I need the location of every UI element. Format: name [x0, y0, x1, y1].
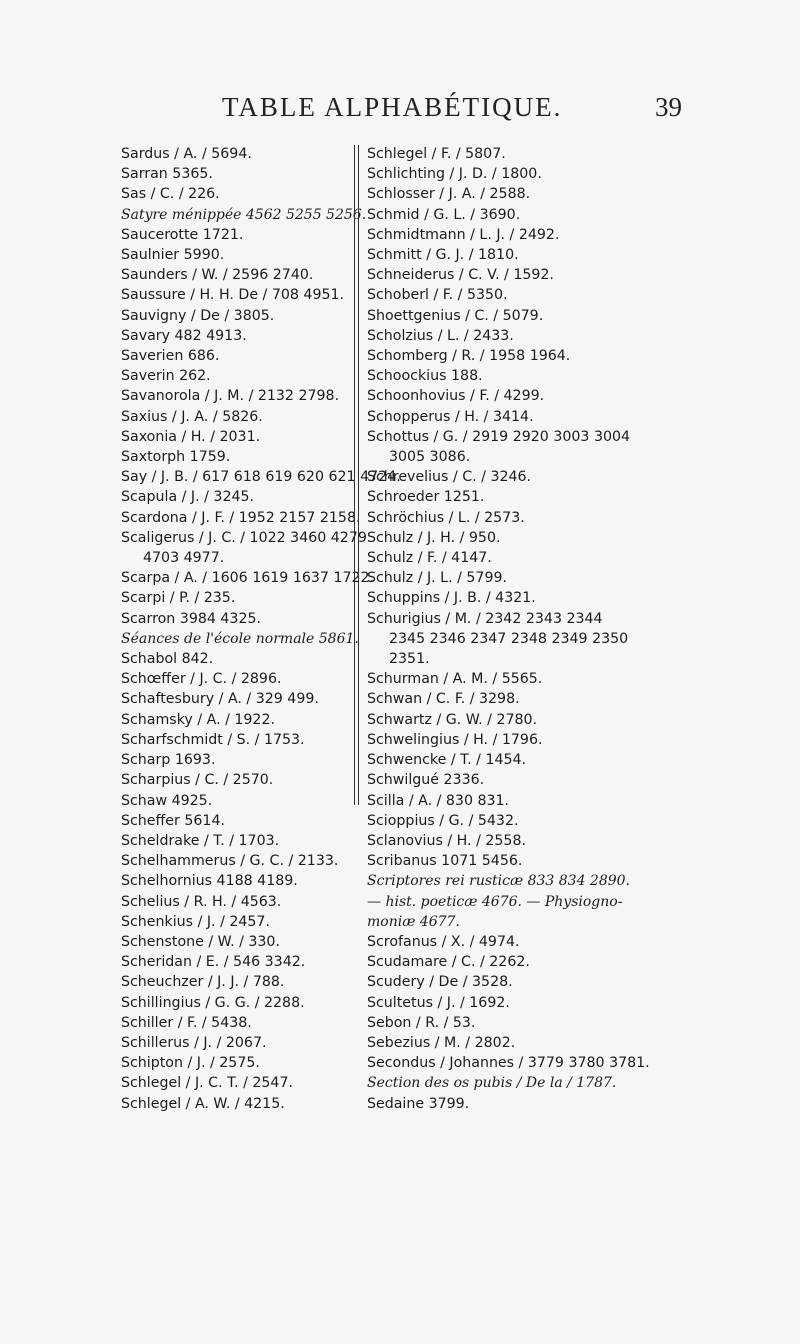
index-entry: Schabol 842.	[121, 651, 214, 668]
index-entry: Say / J. B. / 617 618 619 620 621 4724.	[121, 469, 401, 486]
index-entry: Schoonhovius / F. / 4299.	[367, 388, 545, 405]
index-entry: Scarpa / A. / 1606 1619 1637 1722.	[121, 570, 375, 587]
index-entry: Saulnier 5990.	[121, 247, 225, 264]
index-entry: Scudery / De / 3528.	[367, 974, 513, 991]
index-entry-continuation: 2351.	[389, 651, 430, 668]
index-entry: Scultetus / J. / 1692.	[367, 994, 510, 1011]
index-entry: Scharfschmidt / S. / 1753.	[121, 731, 305, 748]
index-entry: Schillingius / G. G. / 2288.	[121, 994, 305, 1011]
index-entry: Saussure / H. H. De / 708 4951.	[121, 287, 345, 304]
index-column-right	[367, 144, 679, 1114]
index-entry-continuation: 4703 4977.	[143, 550, 225, 567]
index-entry: Schlichting / J. D. / 1800.	[367, 166, 542, 183]
index-entry: Sas / C. / 226.	[121, 186, 220, 203]
index-entry: Schelhornius 4188 4189.	[121, 873, 298, 890]
index-entry: Sebon / R. / 53.	[367, 1014, 476, 1031]
index-entry: Scardona / J. F. / 1952 2157 2158.	[121, 509, 361, 526]
index-entry: Scarpi / P. / 235.	[121, 590, 236, 607]
index-entry: Schiller / F. / 5438.	[121, 1014, 252, 1031]
index-entry: Schwelingius / H. / 1796.	[367, 731, 543, 748]
index-entry: Scheridan / E. / 546 3342.	[121, 954, 306, 971]
index-entry: Scheldrake / T. / 1703.	[121, 832, 280, 849]
index-entry-continuation: 3005 3086.	[389, 449, 471, 466]
index-entry: Saunders / W. / 2596 2740.	[121, 267, 314, 284]
index-entry: Schlegel / J. C. T. / 2547.	[121, 1075, 293, 1092]
index-entry: Saverin 262.	[121, 368, 211, 385]
index-entry: Schelius / R. H. / 4563.	[121, 893, 282, 910]
index-entry: Scharp 1693.	[121, 752, 216, 769]
index-entry: — hist. poeticæ 4676. — Physiogno-	[367, 893, 623, 910]
index-entry: Satyre ménippée 4562 5255 5256.	[121, 206, 367, 223]
index-entry: Scioppius / G. / 5432.	[367, 812, 519, 829]
index-entry: Sarran 5365.	[121, 166, 213, 183]
index-entry: Sedaine 3799.	[367, 1095, 470, 1112]
index-entry-continuation: 2345 2346 2347 2348 2349 2350	[389, 630, 629, 647]
index-entry: Schmid / G. L. / 3690.	[367, 206, 521, 223]
index-entry: moniæ 4677.	[367, 913, 460, 930]
index-entry: Schottus / G. / 2919 2920 3003 3004	[367, 428, 631, 445]
index-entry: Saverien 686.	[121, 348, 220, 365]
index-entry: Schillerus / J. / 2067.	[121, 1034, 267, 1051]
index-entry: Schelhammerus / G. C. / 2133.	[121, 853, 339, 870]
index-entry: Sardus / A. / 5694.	[121, 146, 252, 162]
index-entry: Schröchius / L. / 2573.	[367, 509, 525, 526]
index-entry: Schulz / J. L. / 5799.	[367, 570, 508, 587]
index-entry: Sclanovius / H. / 2558.	[367, 832, 526, 849]
index-entry: Saxtorph 1759.	[121, 449, 231, 466]
index-entry: Savanorola / J. M. / 2132 2798.	[121, 388, 340, 405]
index-entry: Schenstone / W. / 330.	[121, 933, 280, 950]
index-entry: Savary 482 4913.	[121, 327, 247, 344]
index-entry: Schaw 4925.	[121, 792, 213, 809]
index-entry: Scilla / A. / 830 831.	[367, 792, 510, 809]
index-entry: Schlegel / F. / 5807.	[367, 146, 506, 162]
index-entry: Scharpius / C. / 2570.	[121, 772, 274, 789]
index-entry: Section des os pubis / De la / 1787.	[367, 1075, 617, 1092]
index-entry: Schwan / C. F. / 3298.	[367, 691, 520, 708]
index-entry: Scriptores rei rusticæ 833 834 2890.	[367, 873, 631, 890]
index-entry: Schurigius / M. / 2342 2343 2344	[367, 610, 603, 627]
index-entry: Séances de l'école normale 5861.	[121, 630, 359, 647]
index-entry: Schlegel / A. W. / 4215.	[121, 1095, 285, 1112]
index-entry: Schrevelius / C. / 3246.	[367, 469, 532, 486]
index-entry: Schulz / F. / 4147.	[367, 550, 492, 567]
index-entry: Scheffer 5614.	[121, 812, 225, 829]
page-number: 39	[655, 92, 682, 122]
index-entry: Scarron 3984 4325.	[121, 610, 262, 627]
index-entry: Schneiderus / C. V. / 1592.	[367, 267, 554, 284]
index-entry: Sauvigny / De / 3805.	[121, 307, 275, 324]
index-entry: Schipton / J. / 2575.	[121, 1055, 260, 1072]
index-entry: Schmitt / G. J. / 1810.	[367, 247, 519, 264]
index-entry: Schwartz / G. W. / 2780.	[367, 711, 538, 728]
index-entry: Schwilgué 2336.	[367, 772, 485, 789]
index-entry: Schroeder 1251.	[367, 489, 485, 506]
index-entry: Saxonia / H. / 2031.	[121, 428, 261, 445]
index-entry: Schomberg / R. / 1958 1964.	[367, 348, 571, 365]
index-entry: Schopperus / H. / 3414.	[367, 408, 534, 425]
index-entry: Secondus / Johannes / 3779 3780 3781.	[367, 1055, 650, 1072]
index-entry: Schmidtmann / L. J. / 2492.	[367, 226, 560, 243]
index-entry: Schulz / J. H. / 950.	[367, 529, 501, 546]
index-entry: Schlosser / J. A. / 2588.	[367, 186, 531, 203]
index-entry: Schwencke / T. / 1454.	[367, 752, 527, 769]
index-entry: Scrofanus / X. / 4974.	[367, 933, 520, 950]
index-entry: Schuppins / J. B. / 4321.	[367, 590, 536, 607]
index-entry: Schamsky / A. / 1922.	[121, 711, 275, 728]
index-entry: Schoberl / F. / 5350.	[367, 287, 508, 304]
index-column-left	[121, 144, 401, 1114]
page-header	[0, 92, 800, 132]
index-entry: Schœffer / J. C. / 2896.	[121, 671, 282, 688]
index-entry: Scholzius / L. / 2433.	[367, 327, 514, 344]
index-entry: Shoettgenius / C. / 5079.	[367, 307, 544, 324]
index-entry: Schurman / A. M. / 5565.	[367, 671, 543, 688]
index-entry: Sebezius / M. / 2802.	[367, 1034, 516, 1051]
page-title: TABLE ALPHABÉTIQUE.	[222, 92, 563, 122]
index-entry: Scudamare / C. / 2262.	[367, 954, 530, 971]
index-entry: Schoockius 188.	[367, 368, 483, 385]
column-divider	[354, 145, 359, 805]
index-entry: Scribanus 1071 5456.	[367, 853, 523, 870]
index-entry: Scheuchzer / J. J. / 788.	[121, 974, 285, 991]
index-entry: Saxius / J. A. / 5826.	[121, 408, 263, 425]
index-entry: Schenkius / J. / 2457.	[121, 913, 270, 930]
index-entry: Schaftesbury / A. / 329 499.	[121, 691, 319, 708]
index-entry: Scapula / J. / 3245.	[121, 489, 255, 506]
index-entry: Scaligerus / J. C. / 1022 3460 4279	[121, 529, 367, 546]
index-entry: Saucerotte 1721.	[121, 226, 244, 243]
